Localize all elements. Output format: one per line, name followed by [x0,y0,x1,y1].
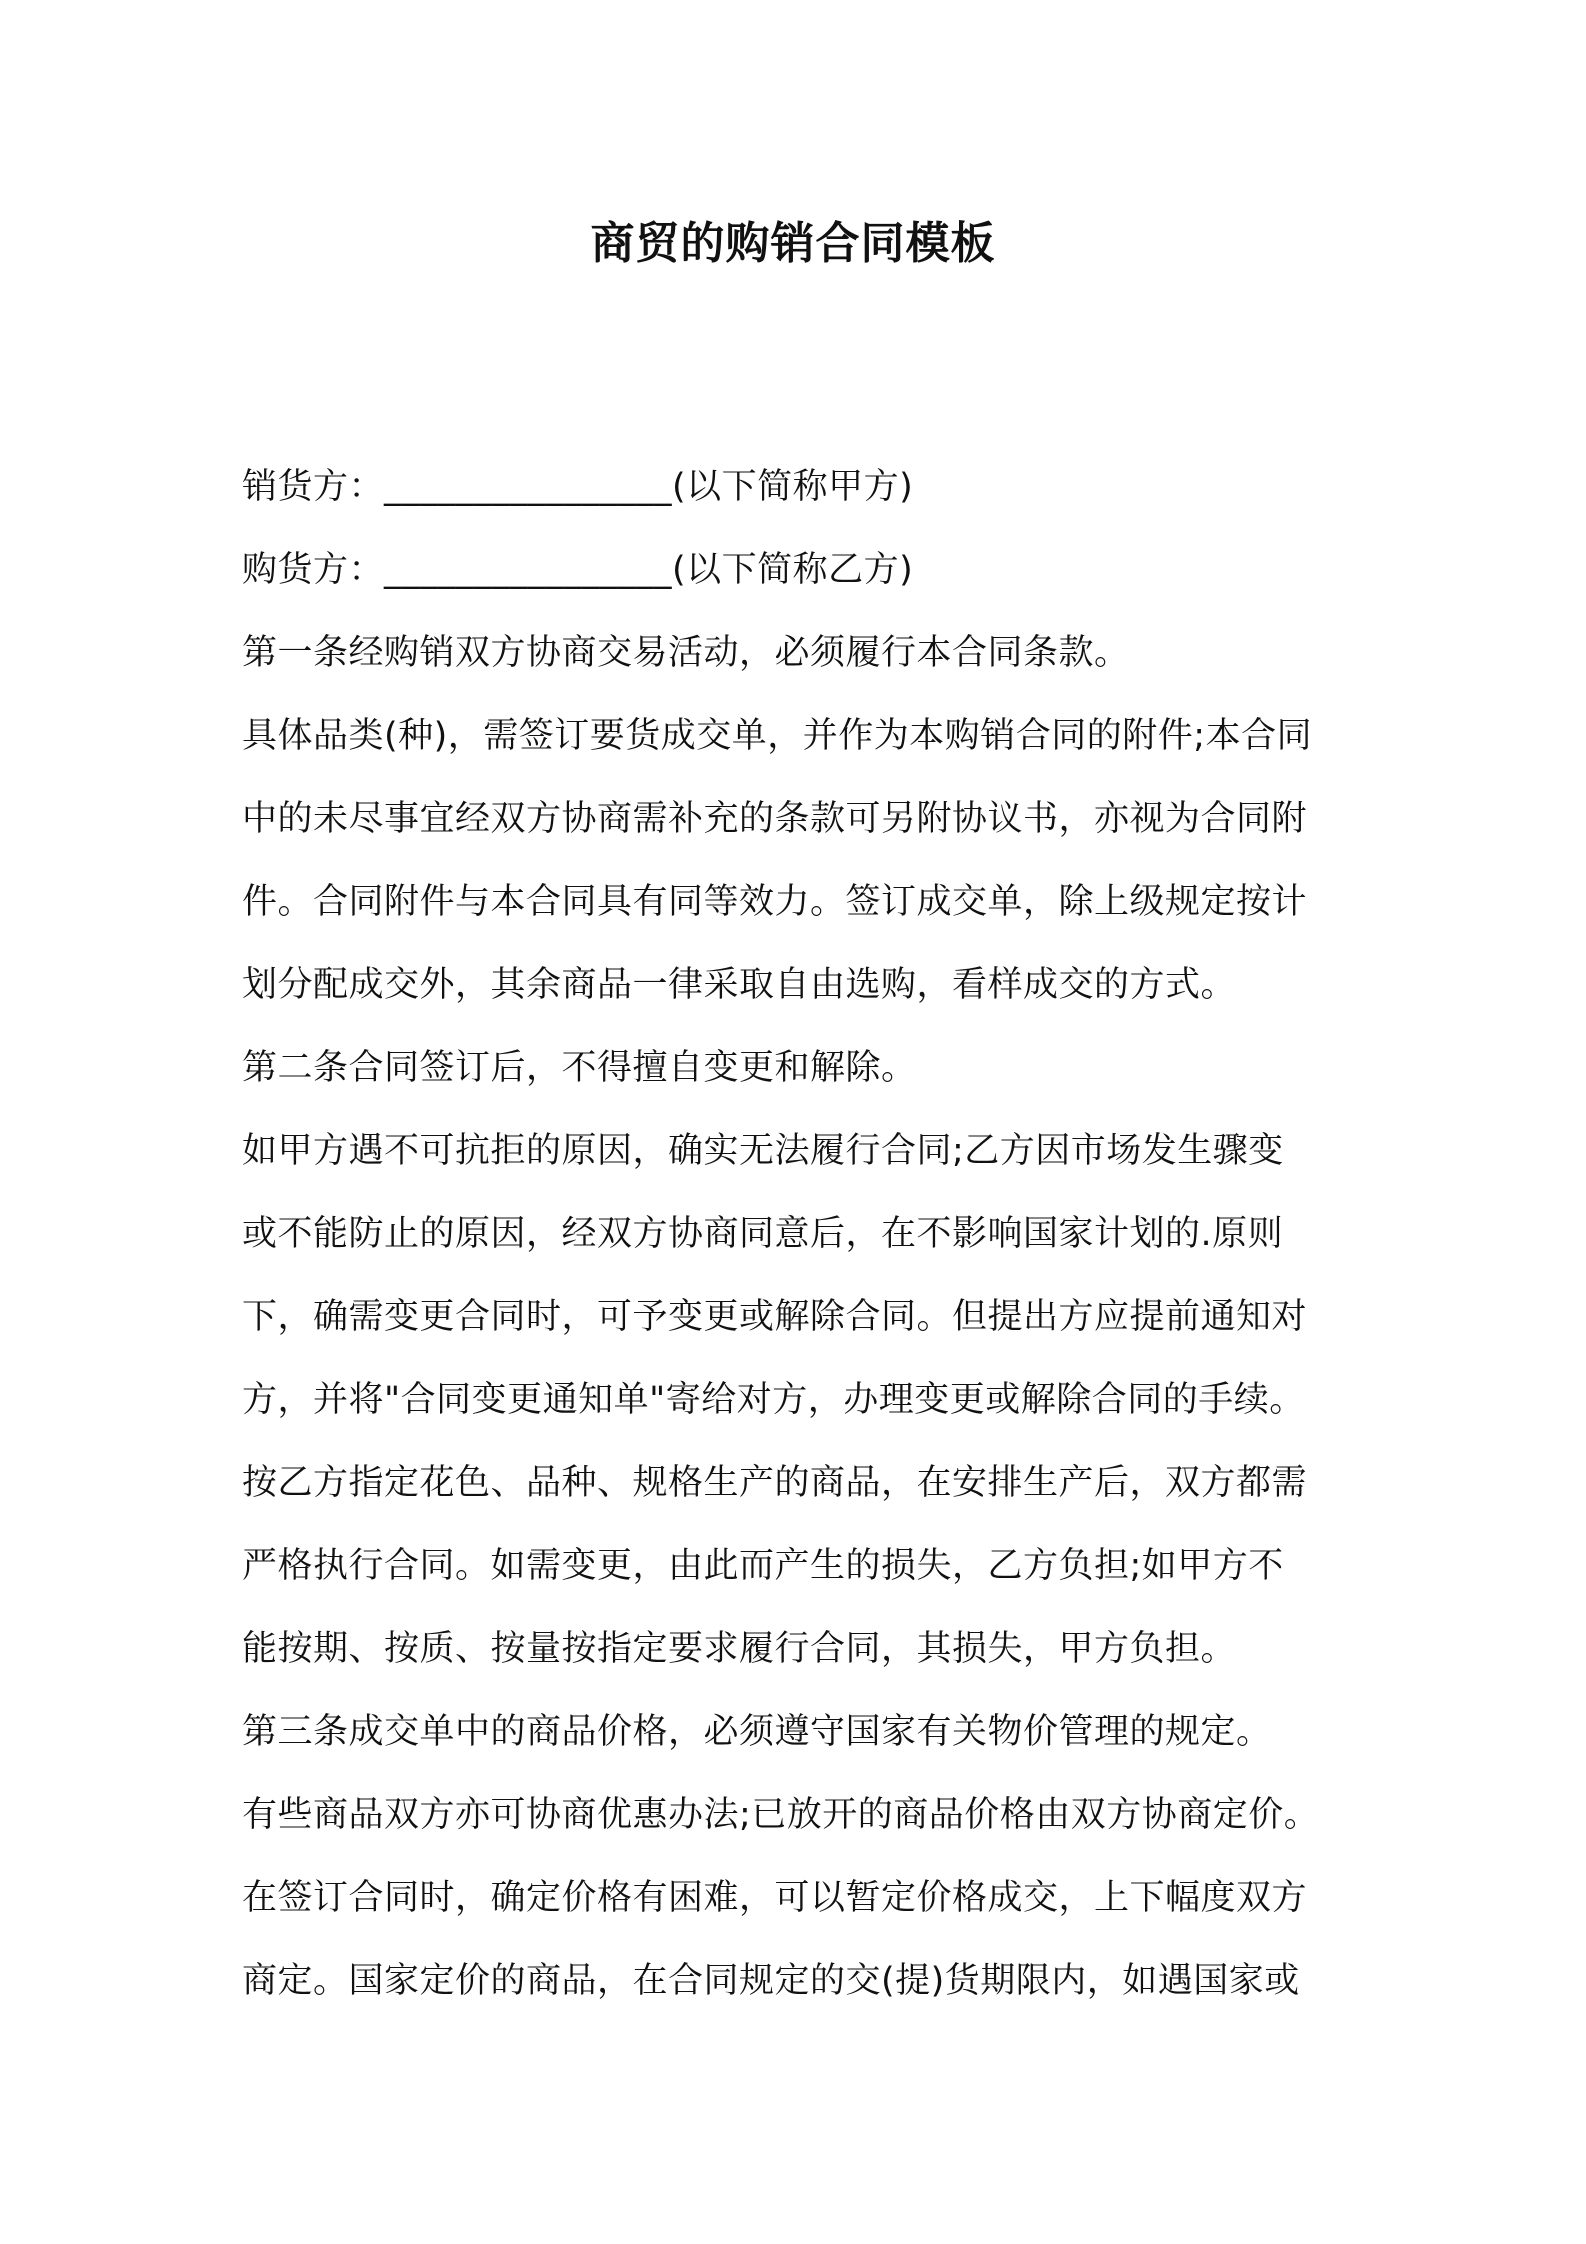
paragraph-line: 在签订合同时，确定价格有困难，可以暂定价格成交，上下幅度双方 [242,1878,1308,1918]
buyer-line: 购货方：________________(以下简称乙方) [242,550,914,590]
document-title: 商贸的购销合同模板 [590,218,996,269]
paragraph-line: 如甲方遇不可抗拒的原因，确实无法履行合同;乙方因市场发生骤变 [242,1131,1284,1171]
paragraph-line: 第二条合同签订后，不得擅自变更和解除。 [242,1048,917,1088]
paragraph-line: 按乙方指定花色、品种、规格生产的商品，在安排生产后，双方都需 [242,1463,1308,1503]
paragraph-line: 件。合同附件与本合同具有同等效力。签订成交单，除上级规定按计 [242,882,1308,922]
paragraph-line: 第三条成交单中的商品价格，必须遵守国家有关物价管理的规定。 [242,1712,1272,1752]
paragraph-line: 商定。国家定价的商品，在合同规定的交(提)货期限内，如遇国家或 [242,1961,1300,2001]
paragraph-line: 能按期、按质、按量按指定要求履行合同，其损失，甲方负担。 [242,1629,1237,1669]
paragraph-line: 严格执行合同。如需变更，由此而产生的损失，乙方负担;如甲方不 [242,1546,1284,1586]
paragraph-line: 中的未尽事宜经双方协商需补充的条款可另附协议书，亦视为合同附 [242,799,1308,839]
paragraph-line: 下，确需变更合同时，可予变更或解除合同。但提出方应提前通知对 [242,1297,1308,1337]
paragraph-line: 方，并将"合同变更通知单"寄给对方，办理变更或解除合同的手续。 [242,1380,1305,1420]
document-body [242,446,1372,2023]
paragraph-line: 或不能防止的原因，经双方协商同意后，在不影响国家计划的.原则 [242,1214,1284,1254]
paragraph-line: 具体品类(种)，需签订要货成交单，并作为本购销合同的附件;本合同 [242,716,1313,756]
paragraph-line: 第一条经购销双方协商交易活动，必须履行本合同条款。 [242,633,1130,673]
paragraph-line: 划分配成交外，其余商品一律采取自由选购，看样成交的方式。 [242,965,1237,1005]
seller-line: 销货方：________________(以下简称甲方) [242,467,914,507]
paragraph-line: 有些商品双方亦可协商优惠办法;已放开的商品价格由双方协商定价。 [242,1795,1320,1835]
